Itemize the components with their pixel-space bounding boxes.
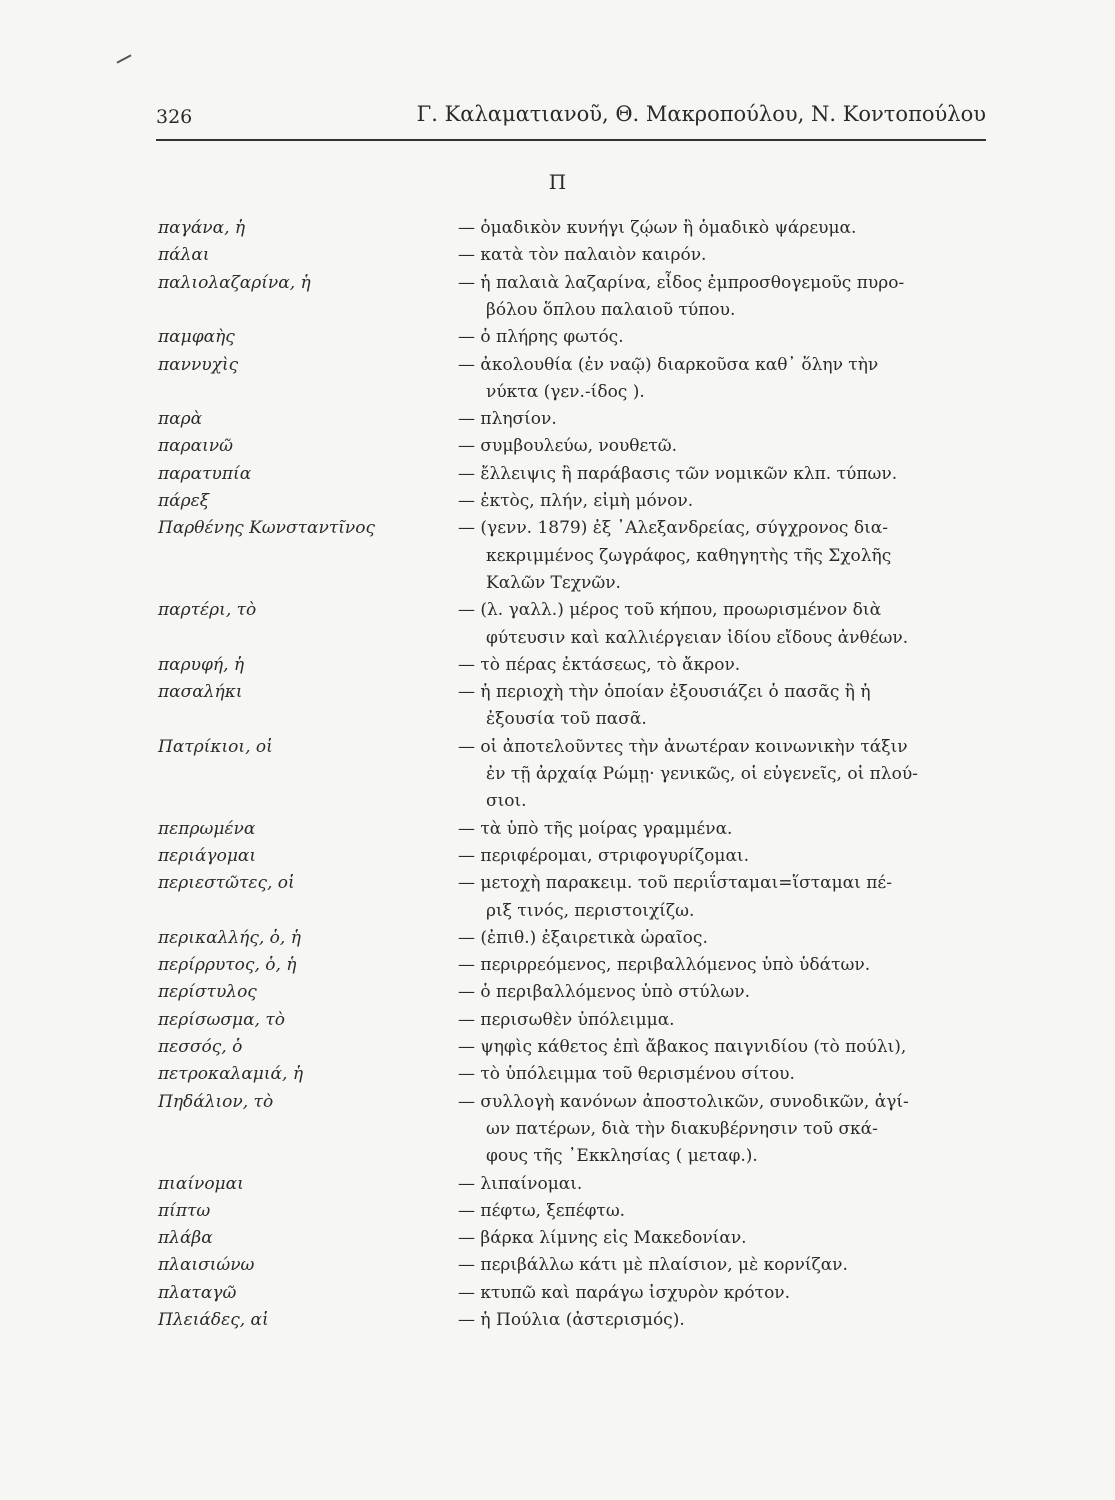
entry-definition-line: — βάρκα λίμνης εἰς Μακεδονίαν. bbox=[458, 1228, 747, 1249]
entry-term: παννυχὶς bbox=[158, 354, 239, 375]
entry-definition-line: φύτευσιν καὶ καλλιέργειαν ἰδίου εἴδους ἀνθέων. bbox=[486, 627, 909, 648]
entry-definition-line: σιοι. bbox=[486, 791, 527, 812]
entry-definition-line: — ἡ παλαιὰ λαζαρίνα, εἶδος ἐμπροσθογεμοῦς πυρο- bbox=[458, 272, 905, 293]
entry-term: παρατυπία bbox=[158, 463, 252, 484]
entry-definition-line: — οἱ ἀποτελοῦντες τὴν ἀνωτέραν κοινωνικὴν τάξιν bbox=[458, 736, 908, 757]
entry-term: περίρρυτος, ὁ, ἡ bbox=[158, 955, 297, 976]
entry-definition-line: βόλου ὅπλου παλαιοῦ τύπου. bbox=[486, 299, 736, 320]
entry-definition-line: — συμβουλεύω, νουθετῶ. bbox=[458, 436, 677, 457]
entry-term: πάλαι bbox=[158, 245, 210, 266]
entry-definition-line: — περιρρεόμενος, περιβαλλόμενος ὑπὸ ὑδάτων. bbox=[458, 955, 871, 976]
entry-term: Πηδάλιον, τὸ bbox=[158, 1091, 274, 1112]
entry-definition-line: — ἡ περιοχὴ τὴν ὁποίαν ἐξουσιάζει ὁ πασᾶς ἢ ἡ bbox=[458, 682, 871, 703]
page-number: 326 bbox=[156, 106, 193, 128]
entry-term: παρὰ bbox=[158, 409, 203, 430]
entry-term: Πλειάδες, αἱ bbox=[158, 1310, 269, 1330]
entry-term: πετροκαλαμιά, ἡ bbox=[158, 1064, 303, 1085]
entry-term: πλάβα bbox=[158, 1228, 213, 1249]
entry-definition-line: — τὰ ὑπὸ τῆς μοίρας γραμμένα. bbox=[458, 818, 733, 839]
entry-definition-line: — ψηφὶς κάθετος ἐπὶ ἄβακος παιγνιδίου (τὸ πούλι), bbox=[458, 1037, 907, 1057]
entry-term: παρυφή, ἡ bbox=[158, 654, 245, 675]
entry-definition-line: — ἔλλειψις ἢ παράβασις τῶν νομικῶν κλπ. τύπων. bbox=[458, 463, 898, 484]
entry-definition-line: — ἡ Πούλια (ἀστερισμός). bbox=[458, 1310, 685, 1330]
entry-definition-line: — κτυπῶ καὶ παράγω ἰσχυρὸν κρότον. bbox=[458, 1282, 791, 1303]
entry-term: περιάγομαι bbox=[158, 845, 257, 866]
entry-definition-line: — πλησίον. bbox=[458, 409, 557, 430]
entry-definition-line: — πέφτω, ξεπέφτω. bbox=[458, 1200, 626, 1221]
entry-definition-line: ἐξουσία τοῦ πασᾶ. bbox=[486, 709, 647, 730]
entry-term: πεπρωμένα bbox=[158, 818, 256, 839]
entry-term: πίπτω bbox=[158, 1200, 211, 1221]
running-head: Γ. Καλαματιανοῦ, Θ. Μακροπούλου, Ν. Κοντοπούλου bbox=[416, 102, 986, 126]
entry-term: πλαισιώνω bbox=[158, 1255, 255, 1276]
section-letter: Π bbox=[548, 170, 567, 194]
entry-definition-line: — λιπαίνομαι. bbox=[458, 1173, 583, 1194]
entry-term: περικαλλής, ὁ, ἡ bbox=[158, 927, 301, 948]
entry-definition-line: νύκτα (γεν.-ίδος ). bbox=[486, 381, 645, 402]
entry-definition-line: — (ἐπιθ.) ἐξαιρετικὰ ὡραῖος. bbox=[458, 927, 708, 948]
entry-definition-line: — (λ. γαλλ.) μέρος τοῦ κήπου, προωρισμένον διὰ bbox=[458, 600, 882, 621]
entry-term: περίστυλος bbox=[158, 982, 257, 1003]
entry-term: περίσωσμα, τὸ bbox=[158, 1009, 286, 1030]
entry-definition-line: ριξ τινός, περιστοιχίζω. bbox=[486, 900, 695, 921]
entry-definition-line: — τὸ πέρας ἐκτάσεως, τὸ ἄκρον. bbox=[458, 654, 741, 675]
entry-term: παρτέρι, τὸ bbox=[158, 600, 257, 621]
entry-term: πλαταγῶ bbox=[158, 1282, 237, 1303]
entry-definition-line: φους τῆς ᾽Εκκλησίας ( μεταφ.). bbox=[486, 1146, 758, 1167]
entry-definition-line: — περισωθὲν ὑπόλειμμα. bbox=[458, 1009, 675, 1030]
entry-definition-line: ων πατέρων, διὰ τὴν διακυβέρνησιν τοῦ σκά- bbox=[486, 1118, 878, 1139]
entry-term: πεσσός, ὁ bbox=[158, 1037, 243, 1057]
entry-definition-line: — μετοχὴ παρακειμ. τοῦ περιΐσταμαι=ἵσταμαι πέ- bbox=[458, 873, 892, 894]
entry-term: παγάνα, ἡ bbox=[158, 218, 246, 238]
entry-term: πιαίνομαι bbox=[158, 1173, 244, 1194]
entry-term: Παρθένης Κωνσταντῖνος bbox=[158, 518, 375, 539]
entry-term: παλιολαζαρίνα, ἡ bbox=[158, 272, 311, 293]
entry-definition-line: — κατὰ τὸν παλαιὸν καιρόν. bbox=[458, 245, 707, 266]
entry-definition-line: κεκριμμένος ζωγράφος, καθηγητὴς τῆς Σχολῆς bbox=[486, 545, 892, 566]
entry-definition-line: — περιβάλλω κάτι μὲ πλαίσιον, μὲ κορνίζαν. bbox=[458, 1255, 848, 1276]
entry-definition-line: — περιφέρομαι, στριφογυρίζομαι. bbox=[458, 845, 749, 866]
entry-definition-line: — ὁ πλήρης φωτός. bbox=[458, 327, 624, 348]
entry-definition-line: — ἐκτὸς, πλήν, εἰμὴ μόνον. bbox=[458, 491, 694, 511]
entry-term: πάρεξ bbox=[158, 491, 210, 511]
entry-definition-line: — ὁ περιβαλλόμενος ὑπὸ στύλων. bbox=[458, 982, 750, 1003]
entry-term: παμφαὴς bbox=[158, 327, 235, 348]
entry-term: περιεστῶτες, οἱ bbox=[158, 873, 295, 894]
entry-definition-line: — ὁμαδικὸν κυνήγι ζῴων ἢ ὁμαδικὸ ψάρευμα. bbox=[458, 218, 857, 238]
entry-definition-line: ἐν τῇ ἀρχαίᾳ Ρώμῃ· γενικῶς, οἱ εὐγενεῖς, οἱ πλού- bbox=[486, 764, 918, 784]
entry-definition-line: — (γενν. 1879) ἐξ ᾽Αλεξανδρείας, σύγχρονος δια- bbox=[458, 518, 888, 539]
entry-definition-line: — συλλογὴ κανόνων ἀποστολικῶν, συνοδικῶν, ἁγί- bbox=[458, 1091, 909, 1112]
entry-term: Πατρίκιοι, οἱ bbox=[158, 736, 273, 757]
entry-term: παραινῶ bbox=[158, 436, 233, 457]
entry-definition-line: — ἀκολουθία (ἐν ναῷ) διαρκοῦσα καθ᾽ ὅλην τὴν bbox=[458, 354, 879, 375]
entry-definition-line: — τὸ ὑπόλειμμα τοῦ θερισμένου σίτου. bbox=[458, 1064, 795, 1085]
entry-term: πασαλήκι bbox=[158, 682, 243, 703]
entry-definition-line: Καλῶν Τεχνῶν. bbox=[486, 572, 621, 593]
